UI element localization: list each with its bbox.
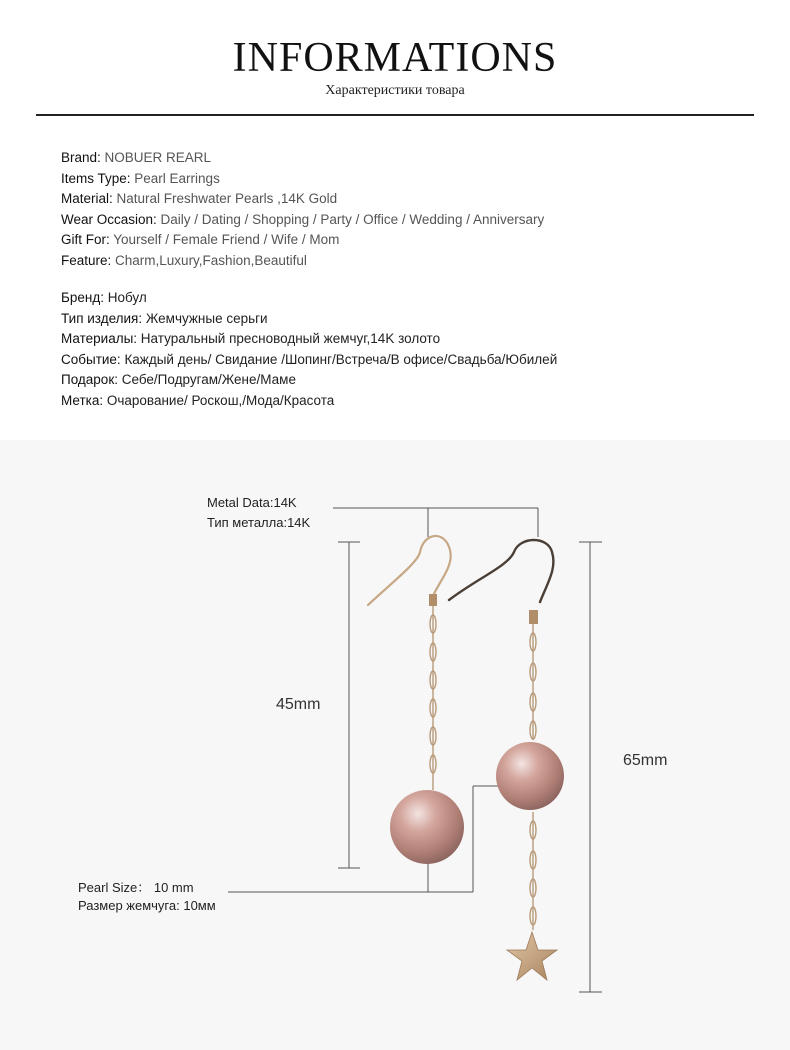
spec-wear-occasion: [61, 210, 544, 231]
spec-value: Очарование/ Роскош,/Мода/Красота: [103, 392, 335, 408]
spec-key: Подарок:: [61, 372, 118, 387]
length-45-dimension: [338, 542, 360, 868]
spec-value: Натуральный пресноводный жемчуг,14K золото: [137, 331, 441, 346]
spec-key: Material:: [61, 191, 113, 206]
spec-material-ru: [61, 329, 557, 350]
spec-items-type-ru: [61, 309, 557, 330]
spec-value: Natural Freshwater Pearls ,14K Gold: [112, 191, 338, 206]
length-65-label: 65mm: [623, 752, 668, 769]
spec-occasion-ru: [61, 350, 557, 371]
right-earring: [449, 540, 564, 980]
spec-value: Каждый день/ Свидание /Шопинг/Встреча/В офисе/Свадьба/Юбилей: [120, 351, 558, 367]
length-45-label: 45mm: [276, 696, 321, 713]
specs-russian: [61, 288, 557, 411]
pearl-size-ru: Размер жемчуга: 10мм: [78, 898, 216, 913]
title-divider: [36, 114, 754, 116]
spec-value: NOBUER REARL: [100, 150, 212, 165]
spec-value: Себе/Подругам/Жене/Маме: [117, 372, 296, 387]
spec-key: Метка:: [61, 392, 104, 408]
spec-feature-ru: [61, 391, 557, 412]
metal-data-en: Metal Data:14K: [207, 495, 297, 510]
spec-key: Тип изделия:: [61, 310, 143, 326]
spec-brand: [61, 148, 544, 169]
specs-english: [61, 148, 544, 271]
spec-key: Событие:: [61, 351, 121, 367]
length-65-dimension: [579, 542, 602, 992]
spec-value: Pearl Earrings: [130, 170, 220, 186]
left-pearl: [390, 790, 464, 864]
spec-key: Brand:: [61, 150, 101, 165]
spec-key: Feature:: [61, 252, 112, 268]
metal-data-ru: Тип металла:14K: [207, 515, 311, 530]
earring-diagram: [0, 440, 790, 1050]
spec-value: Жемчужные серьги: [142, 310, 268, 326]
pearl-size-en: Pearl Size： 10 mm: [78, 880, 194, 895]
spec-value: Charm,Luxury,Fashion,Beautiful: [111, 252, 307, 268]
right-coil: [529, 610, 538, 624]
spec-gift-ru: [61, 370, 557, 391]
spec-value: Yourself / Female Friend / Wife / Mom: [109, 232, 340, 247]
spec-items-type: [61, 169, 544, 190]
left-chain: [430, 606, 436, 790]
header: [0, 0, 790, 120]
spec-feature: [61, 251, 544, 272]
spec-key: Gift For:: [61, 232, 110, 247]
spec-key: Бренд:: [61, 290, 104, 305]
spec-value: Нобул: [103, 290, 147, 305]
spec-key: Wear Occasion:: [61, 211, 157, 227]
left-coil: [429, 594, 437, 606]
left-earring: [368, 536, 464, 864]
star-charm: [507, 932, 557, 980]
spec-key: Items Type:: [61, 170, 131, 186]
spec-brand-ru: [61, 288, 557, 309]
page-subtitle: Характеристики товара: [325, 83, 465, 98]
spec-value: Daily / Dating / Shopping / Party / Office / Wedding / Anniversary: [156, 211, 545, 227]
right-pearl: [496, 742, 564, 810]
spec-gift-for: [61, 230, 544, 251]
page-title: INFORMATIONS: [232, 35, 558, 81]
spec-key: Материалы:: [61, 331, 138, 346]
earring-illustration: [0, 440, 790, 1050]
spec-material: [61, 189, 544, 210]
metal-callout-lines: [333, 508, 538, 537]
